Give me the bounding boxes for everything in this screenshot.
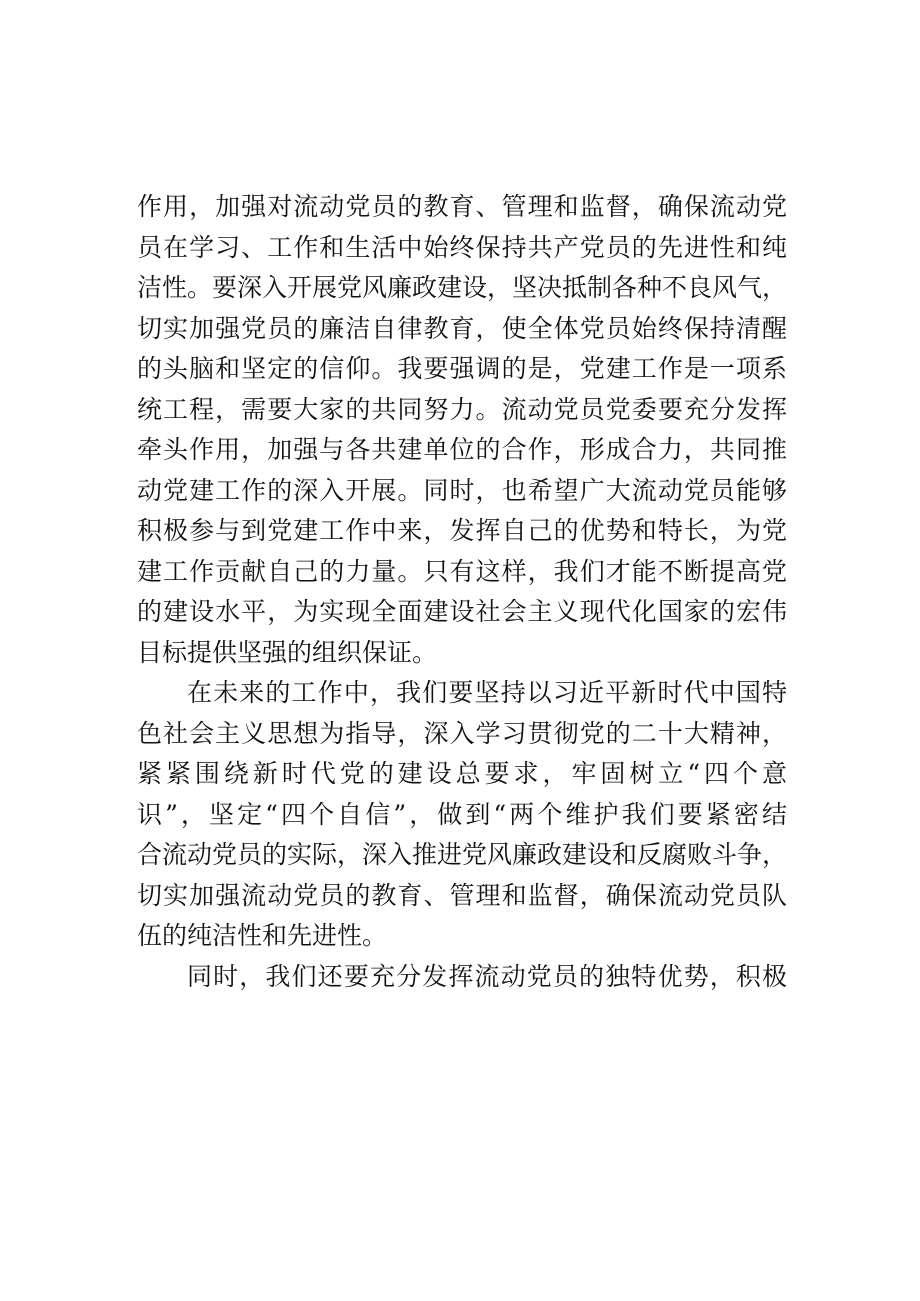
text-line: 的头脑和坚定的信仰。我要强调的是，党建工作是一项系 xyxy=(137,354,787,383)
text-line: 作用，加强对流动党员的教育、管理和监督，确保流动党 xyxy=(137,192,787,221)
text-line: 伍的纯洁性和先进性。 xyxy=(137,921,388,950)
paragraph xyxy=(137,187,787,673)
text-line: 紧紧围绕新时代党的建设总要求，牢固树立“四个意 xyxy=(137,759,787,788)
text-line: 识”，坚定“四个自信”，做到“两个维护我们要紧密结 xyxy=(137,799,787,829)
text-line: 合流动党员的实际，深入推进党风廉政建设和反腐败斗争， xyxy=(137,840,788,869)
text-line: 目标提供坚强的组织保证。 xyxy=(137,637,438,667)
text-line: 切实加强流动党员的教育、管理和监督，确保流动党员队 xyxy=(137,880,787,910)
text-line: 色社会主义思想为指导，深入学习贯彻党的二十大精神， xyxy=(137,718,787,748)
text-line: 员在学习、工作和生活中始终保持共产党员的先进性和纯 xyxy=(137,232,787,262)
text-line: 在未来的工作中，我们要坚持以习近平新时代中国特 xyxy=(187,678,787,707)
text-line: 同时，我们还要充分发挥流动党员的独特优势，积极 xyxy=(187,961,787,991)
text-line: 牵头作用，加强与各共建单位的合作，形成合力，共同推 xyxy=(137,435,787,464)
text-line: 统工程，需要大家的共同努力。流动党员党委要充分发挥 xyxy=(137,394,787,424)
text-line: 积极参与到党建工作中来，发挥自己的优势和特长，为党 xyxy=(137,516,787,545)
document-body xyxy=(137,187,787,997)
text-line: 动党建工作的深入开展。同时，也希望广大流动党员能够 xyxy=(137,475,787,505)
text-line: 建工作贡献自己的力量。只有这样，我们才能不断提高党 xyxy=(137,556,787,586)
text-line: 洁性。要深入开展党风廉政建设，坚决抵制各种不良风气， xyxy=(137,273,788,302)
paragraph xyxy=(137,673,787,957)
paragraph xyxy=(137,957,787,998)
text-line: 的建设水平，为实现全面建设社会主义现代化国家的宏伟 xyxy=(137,597,787,626)
text-line: 切实加强党员的廉洁自律教育，使全体党员始终保持清醒 xyxy=(137,313,787,343)
